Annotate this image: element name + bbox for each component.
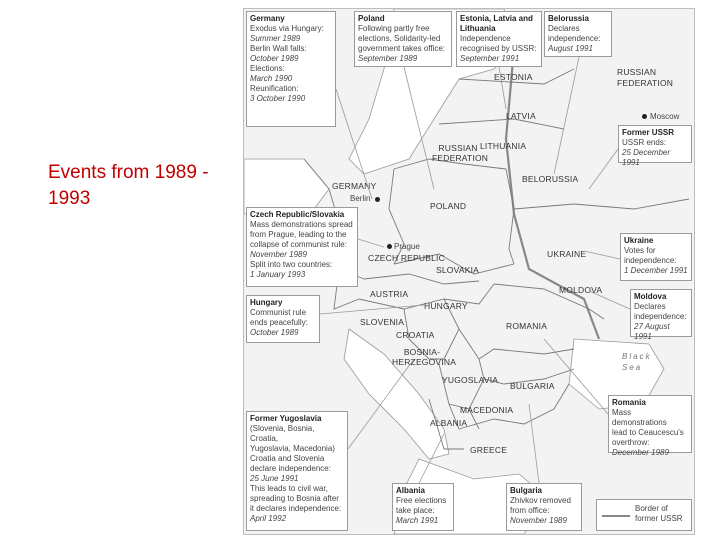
callout-line: This leads to civil war,	[250, 484, 328, 493]
callout-former-ussr	[618, 125, 692, 167]
country-hungary: HUNGARY	[424, 301, 468, 311]
callout-line: elections, Solidarity-led	[358, 34, 441, 43]
callout-line: Mass demonstrations	[612, 408, 667, 427]
callout-line: Declares	[634, 302, 666, 311]
callout-line: Declares	[548, 24, 580, 33]
country-poland: POLAND	[430, 201, 467, 211]
callout-line: Berlin Wall falls:	[250, 44, 307, 53]
city-moscow: Moscow	[650, 112, 680, 121]
country-czech-republic: CZECH REPUBLIC	[368, 253, 445, 263]
map-legend	[596, 499, 692, 531]
callout-title: Moldova	[634, 292, 667, 301]
country-ukraine: UKRAINE	[547, 249, 587, 259]
callout-title: Romania	[612, 398, 646, 407]
callout-line: independence:	[634, 312, 687, 321]
callout-title: Former Yugoslavia	[250, 414, 322, 423]
berlin-marker-icon	[375, 197, 380, 202]
callout-line: independence:	[548, 34, 601, 43]
callout-czech-slovakia	[246, 207, 358, 287]
callout-title: Poland	[358, 14, 385, 23]
callout-line: (Slovenia, Bosnia, Croatia,	[250, 424, 315, 443]
callout-line: collapse of communist rule:	[250, 240, 347, 249]
callout-line: independence:	[624, 256, 677, 265]
callout-line: Free elections	[396, 496, 447, 505]
sea-label-black-sea: Black Sea	[622, 352, 652, 372]
country-yugoslavia: YUGOSLAVIA	[442, 375, 499, 385]
callout-date: August 1991	[548, 44, 593, 53]
callout-line: Votes for	[624, 246, 656, 255]
callout-line: USSR ends:	[622, 138, 667, 147]
callout-title: Estonia, Latvia and Lithuania	[460, 14, 533, 33]
callout-line: government takes office:	[358, 44, 446, 53]
callout-line: from office:	[510, 506, 550, 515]
callout-date: March 1991	[396, 516, 439, 525]
callout-line: take place:	[396, 506, 435, 515]
prague-marker-icon	[387, 244, 392, 249]
country-lithuania: LITHUANIA	[480, 141, 527, 151]
callout-date: October 1989	[250, 328, 299, 337]
callout-line: ends peacefully:	[250, 318, 308, 327]
country-austria: AUSTRIA	[370, 289, 409, 299]
callout-belorussia	[544, 11, 612, 57]
callout-date: April 1992	[250, 514, 287, 523]
callout-date: 1 January 1993	[250, 270, 306, 279]
country-albania: ALBANIA	[430, 418, 468, 428]
callout-line: Independence	[460, 34, 511, 43]
callout-moldova	[630, 289, 692, 341]
callout-poland	[354, 11, 452, 67]
country-slovenia: SLOVENIA	[360, 317, 405, 327]
callout-line: Zhivkov removed	[510, 496, 571, 505]
callout-line: it declares independence:	[250, 504, 342, 513]
slide-title: Events from 1989 - 1993	[48, 162, 209, 209]
callout-title: Hungary	[250, 298, 283, 307]
callout-line: declare independence:	[250, 464, 331, 473]
country-russian-federation: RUSSIAN FEDERATION	[617, 67, 674, 88]
country-germany: GERMANY	[332, 181, 377, 191]
callout-date: October 1989	[250, 54, 299, 63]
callout-title: Bulgaria	[510, 486, 543, 495]
country-moldova: MOLDOVA	[559, 285, 603, 295]
callout-title: Ukraine	[624, 236, 654, 245]
callout-line: Yugoslavia, Macedonia)	[250, 444, 335, 453]
callout-date: 3 October 1990	[250, 94, 306, 103]
country-belorussia: BELORUSSIA	[522, 174, 579, 184]
ussr-border-swatch-icon	[602, 515, 630, 517]
callout-date: September 1991	[460, 54, 520, 63]
country-romania: ROMANIA	[506, 321, 548, 331]
callout-line: Elections:	[250, 64, 285, 73]
country-estonia: ESTONIA	[494, 72, 533, 82]
callout-title: Czech Republic/Slovakia	[250, 210, 345, 219]
callout-title: Germany	[250, 14, 285, 23]
europe-map	[243, 8, 695, 535]
callout-date: 25 December 1991	[622, 148, 671, 167]
callout-date: 27 August 1991	[634, 322, 670, 341]
callout-line: Reunification:	[250, 84, 299, 93]
country-croatia: CROATIA	[396, 330, 435, 340]
country-latvia: LATVIA	[506, 111, 536, 121]
callout-date: March 1990	[250, 74, 293, 83]
callout-baltic	[456, 11, 542, 67]
callout-line: Communist rule	[250, 308, 307, 317]
callout-date: November 1989	[250, 250, 307, 259]
country-macedonia: MACEDONIA	[460, 405, 514, 415]
callout-line: overthrow:	[612, 438, 650, 447]
callout-title: Albania	[396, 486, 425, 495]
legend-label: Border of former USSR	[635, 504, 683, 523]
country-russian-federation-kaliningrad: RUSSIAN FEDERATION	[432, 143, 489, 163]
callout-romania	[608, 395, 692, 457]
callout-line: lead to Ceaucescu's	[612, 428, 684, 437]
callout-line: spreading to Bosnia after	[250, 494, 339, 503]
country-bosnia-herzegovina: BOSNIA-HERZEGOVINA	[392, 347, 457, 367]
city-berlin: Berlin	[350, 194, 371, 203]
callout-line: recognised by USSR:	[460, 44, 537, 53]
country-slovakia: SLOVAKIA	[436, 265, 480, 275]
moscow-marker-icon	[642, 114, 647, 119]
callout-ukraine	[620, 233, 692, 281]
callout-date: 25 June 1991	[250, 474, 299, 483]
callout-line: Croatia and Slovenia	[250, 454, 325, 463]
callout-date: Summer 1989	[250, 34, 301, 43]
callout-bulgaria	[506, 483, 582, 531]
callout-title: Former USSR	[622, 128, 675, 137]
callout-line: Following partly free	[358, 24, 430, 33]
country-greece: GREECE	[470, 445, 508, 455]
callout-date: 1 December 1991	[624, 266, 688, 275]
callout-line: Exodus via Hungary:	[250, 24, 324, 33]
callout-line: Split into two countries:	[250, 260, 333, 269]
callout-date: November 1989	[510, 516, 567, 525]
callout-line: from Prague, leading to the	[250, 230, 347, 239]
callout-title: Belorussia	[548, 14, 589, 23]
callout-albania	[392, 483, 454, 531]
city-prague: Prague	[394, 242, 420, 251]
callout-date: December 1989	[612, 448, 669, 457]
callout-hungary	[246, 295, 320, 343]
callout-line: Mass demonstrations spread	[250, 220, 353, 229]
callout-germany	[246, 11, 336, 127]
callout-former-yugoslavia	[246, 411, 348, 531]
country-bulgaria: BULGARIA	[510, 381, 555, 391]
callout-date: September 1989	[358, 54, 418, 63]
